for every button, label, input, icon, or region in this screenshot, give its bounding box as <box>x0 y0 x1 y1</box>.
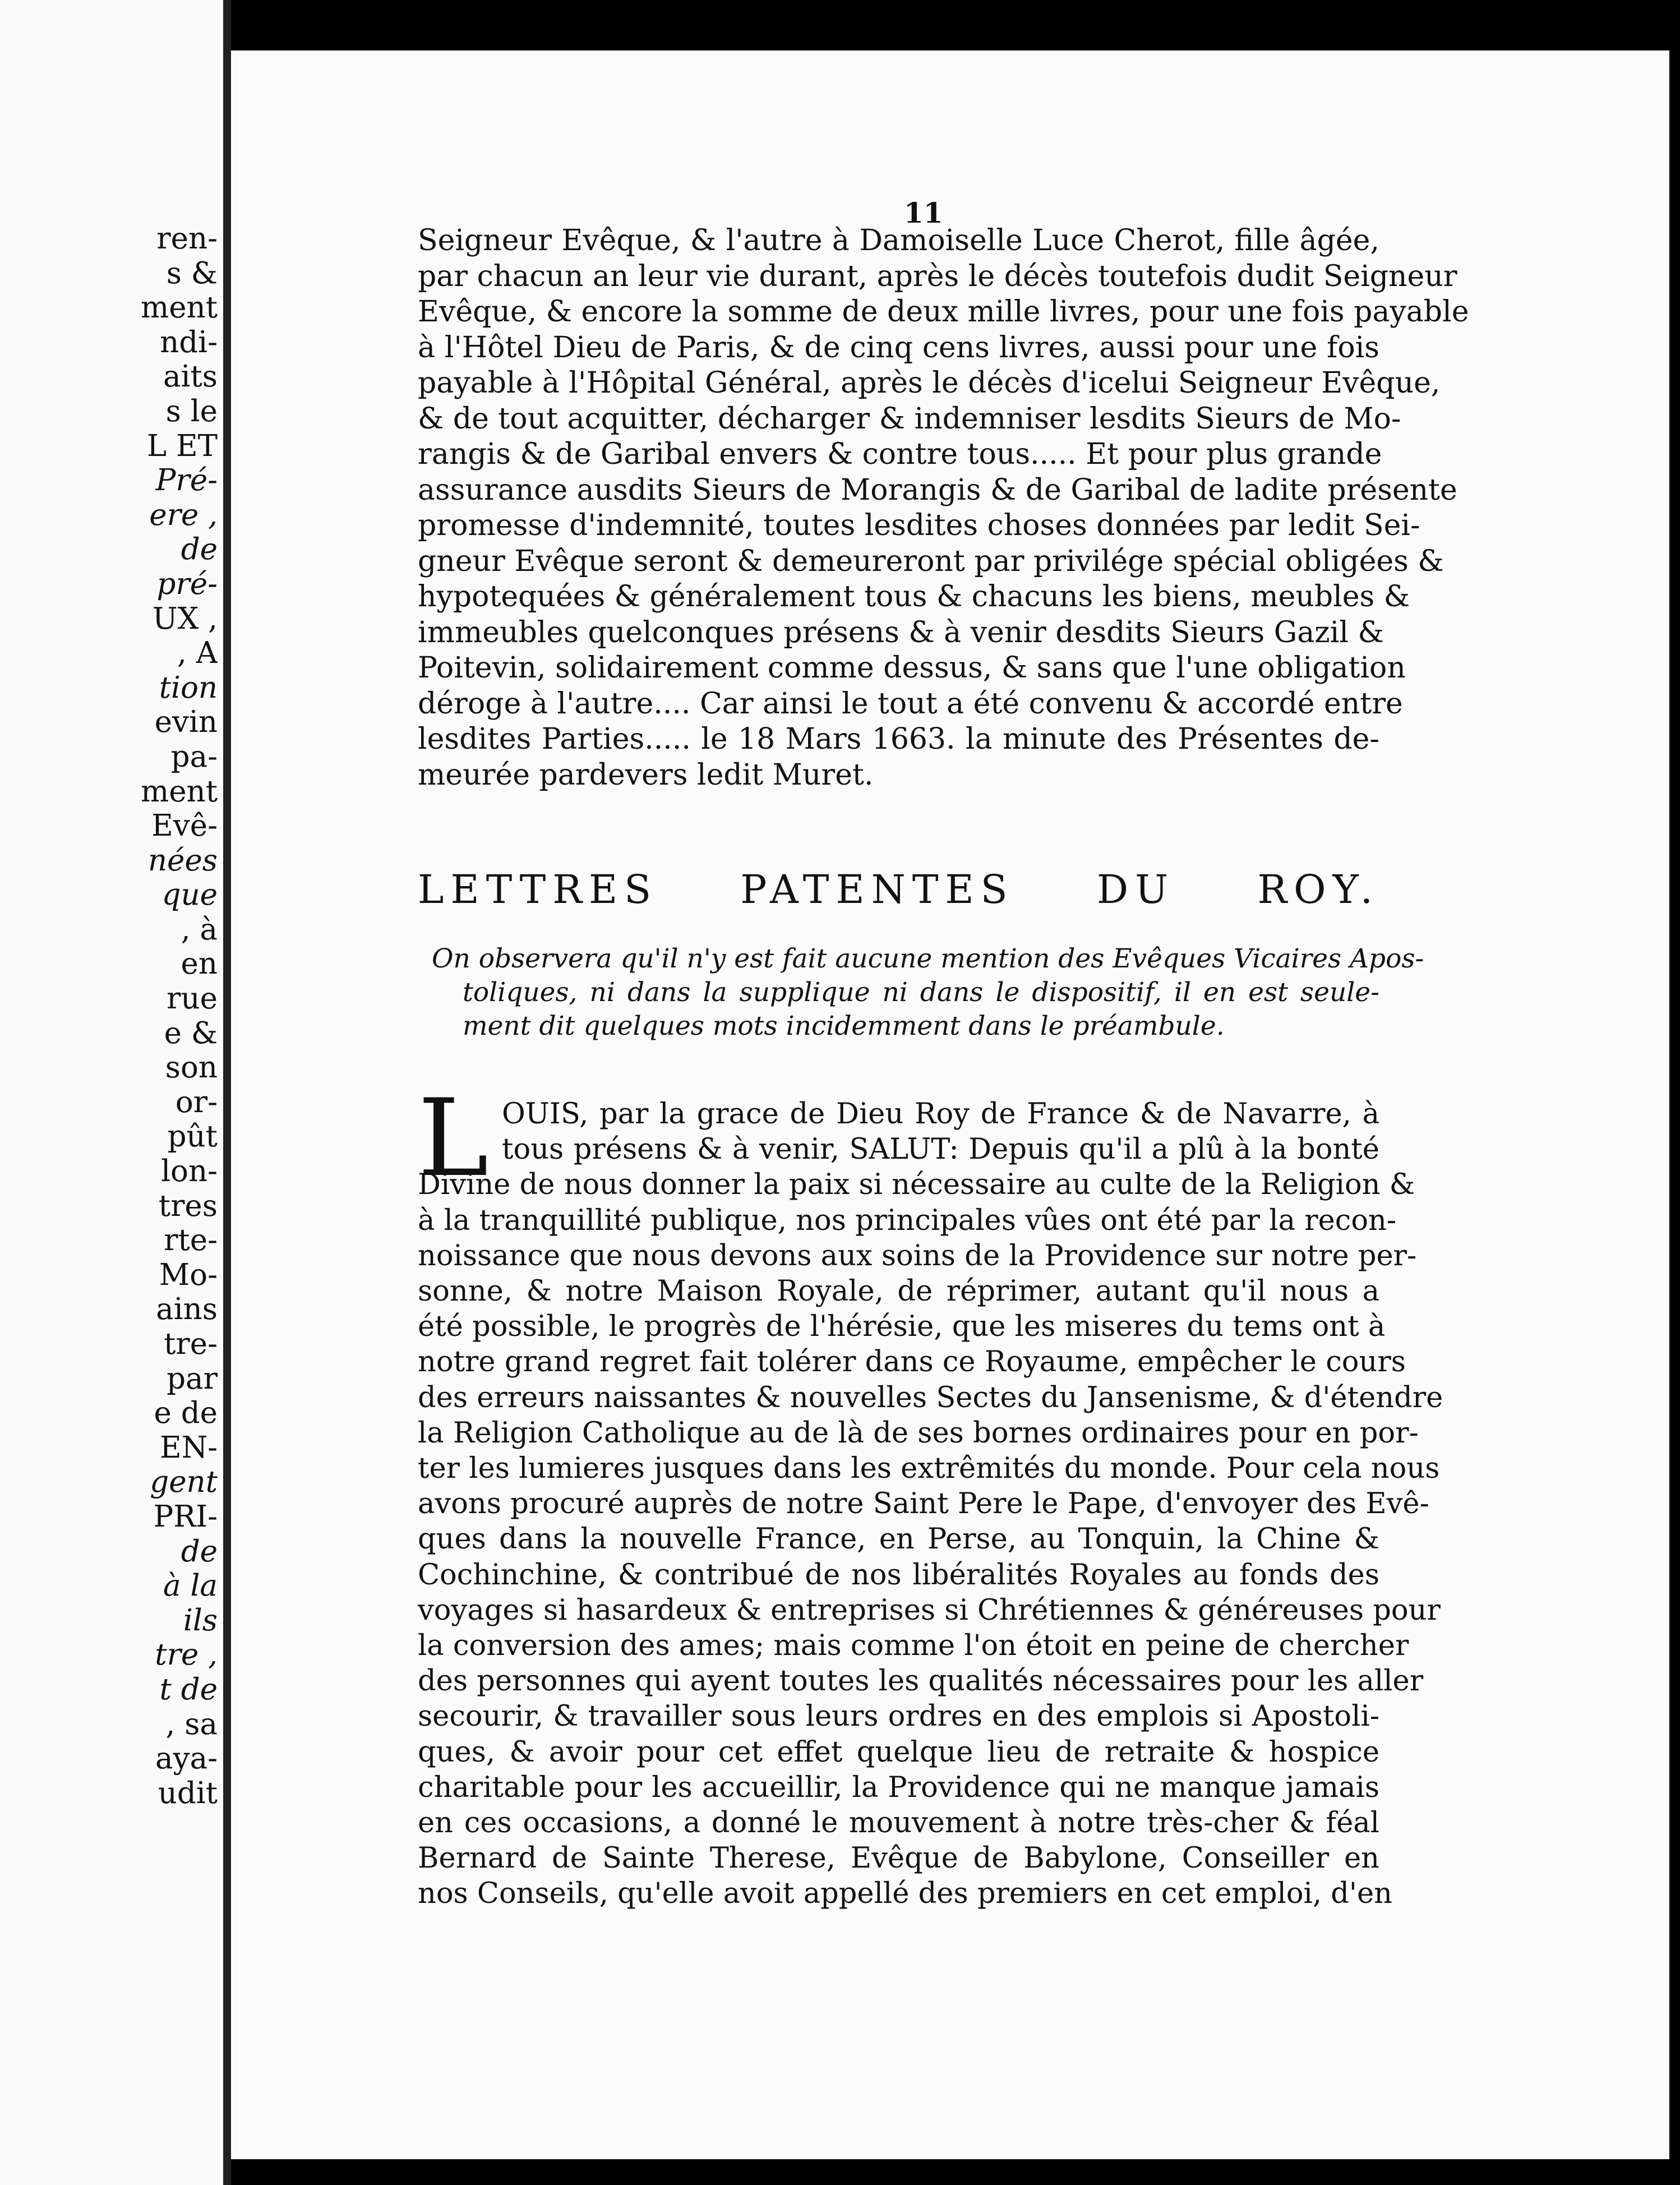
paragraph-line: promesse d'indemnité, toutes lesdites choses données par ledit Sei- <box>418 509 1420 542</box>
paragraph-line: à l'Hôtel Dieu de Paris, & de cinq cens livres, aussi pour une fois <box>418 330 1379 365</box>
book-gutter <box>223 0 231 2185</box>
body-line: Divine de nous donner la paix si nécessaire au culte de la Religion & <box>418 1168 1415 1202</box>
left-page-line: de <box>181 532 218 567</box>
letters-patent-body <box>418 1076 1443 1912</box>
top-paragraph <box>418 223 1469 793</box>
page-number: 11 <box>904 196 943 229</box>
body-line: charitable pour les accueillir, la Providence qui ne manque jamais <box>418 1771 1379 1804</box>
left-page-line: à la <box>163 1569 218 1603</box>
paragraph-line: meurée pardevers ledit Muret. <box>418 758 874 792</box>
body-line: la Religion Catholique au de là de ses bornes ordinaires pour en por- <box>418 1416 1419 1450</box>
left-page-line: aits <box>163 359 218 394</box>
left-page-line: , à <box>181 912 218 947</box>
left-page-line: tre- <box>164 1327 218 1361</box>
paragraph-line: assurance ausdits Sieurs de Morangis & de Garibal de ladite présente <box>418 473 1457 507</box>
body-line: OUIS, par la grace de Dieu Roy de France & de Navarre, à <box>502 1098 1379 1131</box>
paragraph-line: par chacun an leur vie durant, après le décès toutefois dudit Seigneur <box>418 259 1457 293</box>
left-page-line: par <box>167 1361 218 1396</box>
body-line: Cochinchine, & contribué de nos libéralités Royales au fonds des <box>418 1558 1379 1592</box>
left-page-line: ren- <box>156 222 218 256</box>
left-page-line: en <box>181 947 218 981</box>
left-facing-page <box>0 0 223 2185</box>
left-page-line: e de <box>154 1396 218 1431</box>
paragraph-line: Seigneur Evêque, & l'autre à Damoiselle Luce Cherot, fille âgée, <box>418 224 1379 257</box>
body-line: en ces occasions, a donné le mouvement à notre très-cher & féal <box>418 1806 1379 1840</box>
paragraph-line: payable à l'Hôpital Général, après le décès d'icelui Seigneur Evêque, <box>418 366 1441 400</box>
section-title: LETTRES PATENTES DU ROY. <box>418 866 1379 912</box>
body-line: tous présens & à venir, SALUT: Depuis qu'il a plû à la bonté <box>502 1133 1379 1167</box>
left-page-line: ains <box>156 1292 218 1327</box>
left-page-line: tres <box>158 1188 218 1223</box>
body-line: ques dans la nouvelle France, en Perse, au Tonquin, la Chine & <box>418 1523 1379 1556</box>
left-page-line: pût <box>167 1119 218 1154</box>
left-page-line: s & <box>166 256 218 291</box>
left-page-line: pa- <box>170 739 218 774</box>
body-line: à la tranquillité publique, nos principales vûes ont été par la recon- <box>418 1204 1397 1237</box>
left-page-line: L ET <box>146 428 218 463</box>
left-page-line: ils <box>183 1603 218 1638</box>
left-page-line: ere , <box>149 497 218 532</box>
left-page-line: lon- <box>161 1154 218 1189</box>
left-page-text-column <box>49 222 218 1810</box>
body-line: Bernard de Sainte Therese, Evêque de Babylone, Conseiller en <box>418 1842 1379 1875</box>
left-page-line: s le <box>165 394 218 428</box>
paragraph-line: immeubles quelconques présens & à venir desdits Sieurs Gazil & <box>418 615 1384 649</box>
left-page-line: or- <box>175 1085 218 1119</box>
left-page-line: ndi- <box>160 325 218 359</box>
left-page-line: rte- <box>164 1223 218 1258</box>
body-line: sonne, & notre Maison Royale, de réprimer, autant qu'il nous a <box>418 1275 1379 1308</box>
note-line: toliques, ni dans la supplique ni dans le dispositif, il en est seule- <box>463 977 1379 1008</box>
paragraph-line: déroge à l'autre.... Car ainsi le tout a été convenu & accordé entre <box>418 686 1403 721</box>
left-page-line: Mo- <box>159 1257 218 1292</box>
paragraph-line: & de tout acquitter, décharger & indemniser lesdits Sieurs de Mo- <box>418 402 1401 436</box>
left-page-line: UX , <box>152 601 218 636</box>
body-line: voyages si hasardeux & entreprises si Chrétiennes & généreuses pour <box>418 1593 1441 1627</box>
editorial-note <box>432 942 1424 1043</box>
left-page-line: aya- <box>155 1741 218 1776</box>
drop-cap-initial: L <box>418 1076 489 1200</box>
left-page-line: PRI- <box>153 1499 218 1534</box>
body-line: ter les lumieres jusques dans les extrêmités du monde. Pour cela nous <box>418 1452 1440 1486</box>
left-page-line: rue <box>167 981 218 1016</box>
left-page-line: , A <box>177 636 218 671</box>
body-line: des erreurs naissantes & nouvelles Sectes du Jansenisme, & d'étendre <box>418 1381 1443 1414</box>
body-line: avons procuré auprès de notre Saint Pere le Pape, d'envoyer des Evê- <box>418 1487 1429 1521</box>
left-page-line: de <box>181 1534 218 1569</box>
paragraph-line: gneur Evêque seront & demeureront par privilége spécial obligées & <box>418 544 1444 578</box>
body-line: secourir, & travailler sous leurs ordres en des emplois si Apostoli- <box>418 1700 1379 1734</box>
left-page-line: ment <box>140 774 218 809</box>
left-page-line: EN- <box>160 1430 218 1465</box>
body-line: notre grand regret fait tolérer dans ce Royaume, empêcher le cours <box>418 1345 1406 1379</box>
left-page-line: evin <box>154 705 218 740</box>
paragraph-line: Evêque, & encore la somme de deux mille livres, pour une fois payable <box>418 295 1469 329</box>
left-page-line: , sa <box>165 1707 218 1741</box>
note-line: ment dit quelques mots incidemment dans le préambule. <box>463 1011 1225 1041</box>
left-page-line: udit <box>158 1776 218 1810</box>
body-line: des personnes qui ayent toutes les qualités nécessaires pour les aller <box>418 1665 1424 1698</box>
left-page-line: tre , <box>155 1638 218 1672</box>
paragraph-line: lesdites Parties..... le 18 Mars 1663. la minute des Présentes de- <box>418 722 1379 756</box>
left-page-line: ment <box>140 291 218 325</box>
body-line: ques, & avoir pour cet effet quelque lieu de retraite & hospice <box>418 1735 1379 1769</box>
left-page-line: tion <box>159 670 218 705</box>
body-line: noissance que nous devons aux soins de la Providence sur notre per- <box>418 1239 1417 1273</box>
left-page-line: que <box>161 878 218 912</box>
left-page-line: son <box>165 1050 218 1085</box>
left-page-line: Pré- <box>155 463 218 498</box>
body-line: nos Conseils, qu'elle avoit appellé des premiers en cet emploi, d'en <box>418 1877 1392 1911</box>
note-line: On observera qu'il n'y est fait aucune mention des Evêques Vicaires Apos- <box>432 943 1424 974</box>
left-page-line: pré- <box>156 566 218 601</box>
paragraph-line: hypotequées & généralement tous & chacuns les biens, meubles & <box>418 580 1410 614</box>
paragraph-line: rangis & de Garibal envers & contre tous..... Et pour plus grande <box>418 437 1382 471</box>
left-page-line: t de <box>159 1672 218 1707</box>
left-page-line: nées <box>147 843 218 878</box>
body-line: été possible, le progrès de l'hérésie, que les miseres du tems ont à <box>418 1310 1386 1344</box>
left-page-line: Evê- <box>151 809 218 843</box>
left-page-line: gent <box>150 1465 218 1500</box>
paragraph-line: Poitevin, solidairement comme dessus, & sans que l'une obligation <box>418 651 1406 685</box>
body-line: la conversion des ames; mais comme l'on étoit en peine de chercher <box>418 1629 1409 1663</box>
left-page-line: e & <box>164 1016 218 1050</box>
